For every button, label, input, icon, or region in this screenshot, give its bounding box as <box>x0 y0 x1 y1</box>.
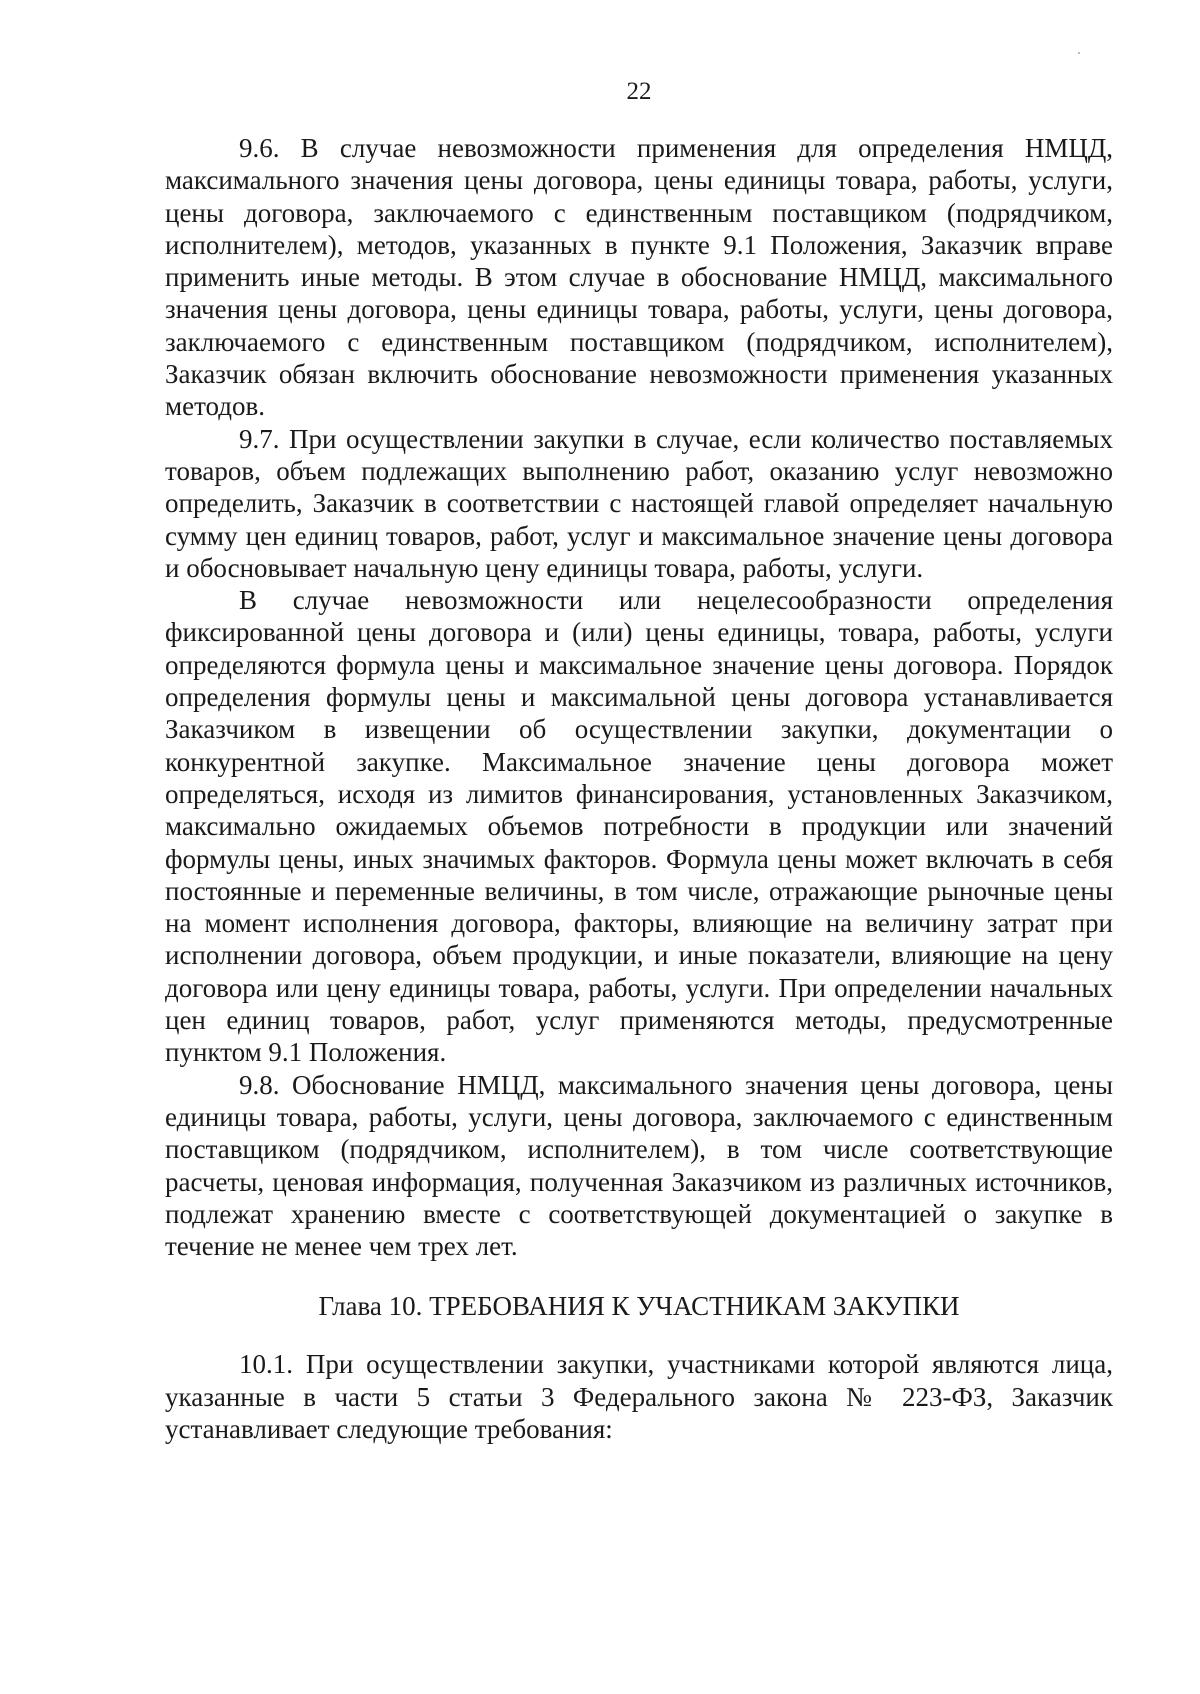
chapter-title: Глава 10. ТРЕБОВАНИЯ К УЧАСТНИКАМ ЗАКУПКИ <box>318 1291 960 1322</box>
scan-artifact-dot <box>1078 52 1080 54</box>
paragraph-9-6: 9.6. В случае невозможности применения для определения НМЦД, максимального значения цены договора, цены единицы товара, работы, услуги, цены договора, заключаемого с единственным поставщиком (подрядчиком, исполнителем), методов, указанных в пункте 9.1 Положения, Заказчик вправе применить иные методы. В этом случае в обоснование НМЦД, максимального значения цены договора, цены единицы товара, работы, услуги, цены договора, заключаемого с единственным поставщиком (подрядчиком, исполнителем), Заказчик обязан включить обоснование невозможности применения указанных методов. <box>165 133 1113 422</box>
paragraph-9-7: 9.7. При осуществлении закупки в случае, если количество поставляемых товаров, объем подлежащих выполнению работ, оказанию услуг невозможно определить, Заказчик в соответствии с настоящей главой определяет начальную сумму цен единиц товаров, работ, услуг и максимальное значение цены договора и обосновывает начальную цену единицы товара, работы, услуги. <box>165 423 1113 583</box>
paragraph-10-1: 10.1. При осуществлении закупки, участниками которой являются лица, указанные в части 5 статьи 3 Федерального закона № 223-ФЗ, Заказчик устанавливает следующие требования: <box>165 1349 1113 1444</box>
document-body <box>165 132 1113 1445</box>
paragraph-9-8: 9.8. Обоснование НМЦД, максимального значения цены договора, цены единицы товара, работы, услуги, цены договора, заключаемого с единственным поставщиком (подрядчиком, исполнителем), в том числе соответствующие расчеты, ценовая информация, полученная Заказчиком из различных источников, подлежат хранению вместе с соответствующей документацией о закупке в течение не менее чем трех лет. <box>165 1069 1113 1262</box>
page-number: 22 <box>626 78 652 105</box>
paragraph-price-formula: В случае невозможности или нецелесообразности определения фиксированной цены договора и (или) цены единицы, товара, работы, услуги определяются формула цены и максимальное значение цены договора. Порядок определения формулы цены и максимальной цены договора устанавливается Заказчиком в извещении об осуществлении закупки, документации о конкурентной закупке. Максимальное значение цены договора может определяться, исходя из лимитов финансирования, установленных Заказчиком, максимально ожидаемых объемов потребности в продукции или значений формулы цены, иных значимых факторов. Формула цены может включать в себя постоянные и переменные величины, в том числе, отражающие рыночные цены на момент исполнения договора, факторы, влияющие на величину затрат при исполнении договора, объем продукции, и иные показатели, влияющие на цену договора или цену единицы товара, работы, услуги. При определении начальных цен единиц товаров, работ, услуг применяются методы, предусмотренные пунктом 9.1 Положения. <box>165 585 1113 1068</box>
